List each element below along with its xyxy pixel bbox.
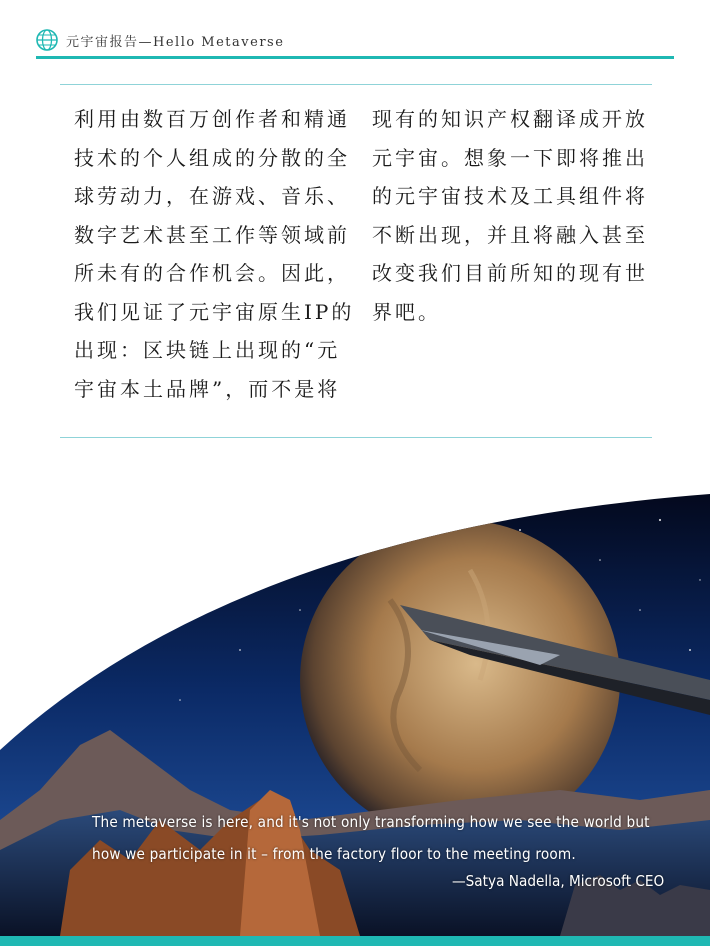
hero-quote [92, 806, 650, 870]
quote-line-1: The metaverse is here, and it's not only transforming how we see the world but [92, 813, 650, 831]
page-header [36, 26, 284, 54]
header-title: 元宇宙报告—Hello Metaverse [66, 34, 285, 50]
text-top-rule [60, 84, 652, 85]
quote-attribution: —Satya Nadella, Microsoft CEO [452, 872, 665, 890]
globe-icon [36, 29, 58, 51]
body-text-right-column: 现有的知识产权翻译成开放元宇宙。想象一下即将推出的元宇宙技术及工具组件将不断出现，并且将融入甚至改变我们目前所知的现有世界吧。 [372, 107, 648, 324]
header-divider [36, 56, 674, 59]
text-bottom-rule [60, 437, 652, 438]
quote-line-2: how we participate in it – from the factory floor to the meeting room. [92, 845, 576, 863]
body-text-left-column: 利用由数百万创作者和精通技术的个人组成的分散的全球劳动力，在游戏、音乐、数字艺术甚至工作等领域前所未有的合作机会。因此，我们见证了元宇宙原生IP的出现：区块链上出现的“元宇宙本土品牌”，而不是将 [74, 107, 355, 401]
footer-bar [0, 936, 710, 946]
